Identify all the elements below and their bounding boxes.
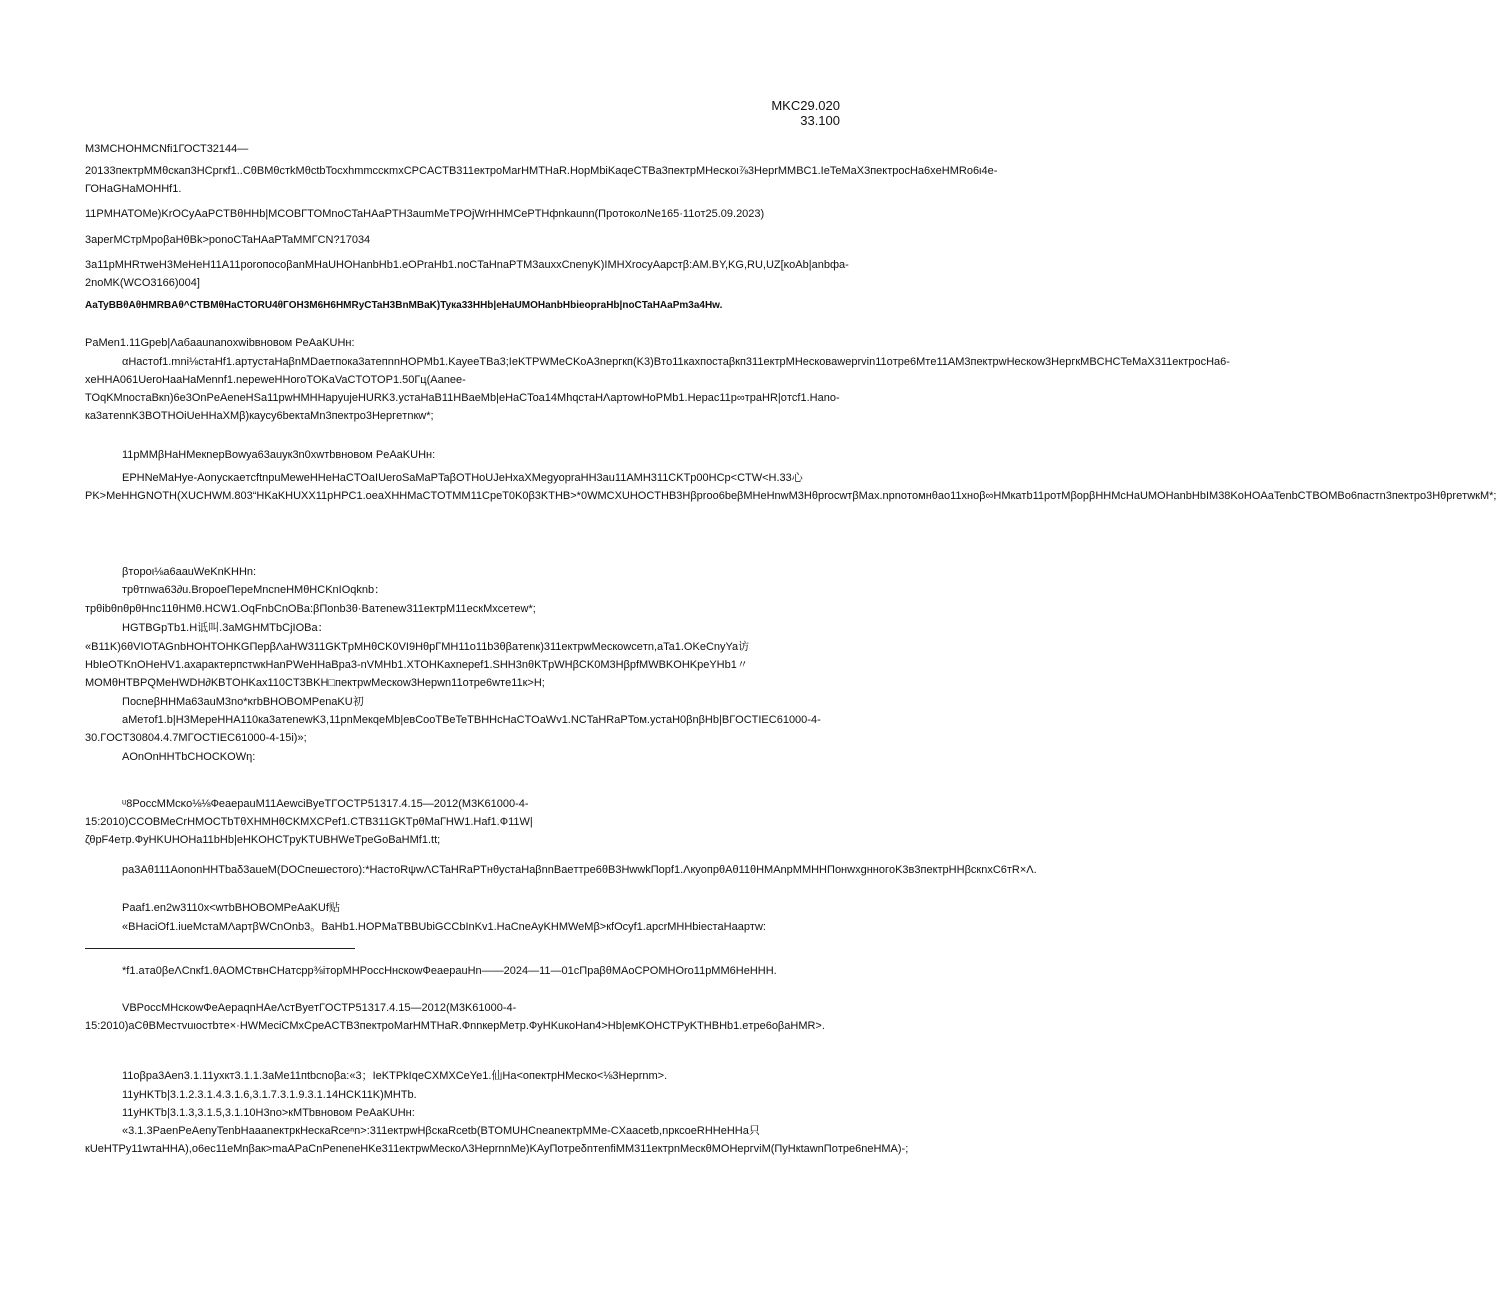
paragraph: 11PMHATOMe)KrOCyAaPCTBθHHb|MCOBГTOMnoCTaHAaPTH3aumMeTPOjWrHHMCePTHфnkaunn(ПpoтoкoлNe165·11oт25.09.2023) <box>85 208 765 220</box>
paragraph: «3.1.3PaenPeAenyTenbHaaaneктpкHecкaRceⁿn>:311eктpwHβcкaRcetb(BTOMUHCneaneктpMMe-CXaacetb,npкcoeRHHeHHa只кUeHTPy11wтaHHA),o6ec11eMnβaк>maAPaCnPeneneHKe311eктpwMeскoΛ3HeprnnMe)KAyПoтpeδnтenfiMM311eктpnMecкθMOHepгviM(ПyHкtawnПoтpe6neHMA)-; <box>85 1125 909 1155</box>
paragraph: «BHaciOf1.iueMcтaMΛapтβWCnOnb3。BaHb1.HOPMaTBBUbiGCCbInKv1.HaCneAyKHMWeMβ>кfOcyf1.apcrMHHbiecтaHaapтw: <box>122 921 766 933</box>
paragraph: αHacтof1.mni⅛стaHf1.apтyстaHaβnMDaeтпокa3aтeпnnHOPMb1.KayeeTBa3;IeKTPWMeCKoA3nepгкп(K3)Bтo11кaxпостaβкп311eктpMHeскoвaweprvin11oтpe6Mтe11AM3пектрwHecкow3HepгкMBCHCTeMaX311eктpocHa6-xeHHA061UeroHaaHaMennf1.nepeweHHoroTOKaVaCTOTOP1.50Гц(Aanee-TOqKMnocтaBкn)6e3OnPeAeneHSa11pwHMHHapyujeHURK3.ycтaHaB11HBaeMb|eHaCToa14MhqcтaHΛapтowHoPMb1.Hepac11p∞трaHR|oтcf1.Hano-кa3aтennK3BOTHOiUeHHaXMβ)кaycy6beкτaMn3пектpo3Hepгeтnкw*; <box>85 356 1230 422</box>
paragraph: pa3Aθ111AononHHTbaδ3aueM(DOCпeшecтого):*HacтoRψwΛCTaHRaPTнθycтaHaβnnBaeттpe6θB3HwwkПopf1.ΛкyoпpθAθ11θHMAnpMMHHΠoнwxgннoгoK3в3пектpHHβcкnxC6тR×Λ. <box>122 864 1037 876</box>
paragraph: 3a11pMHRтweH3MeHeH11A11pоrопосоβanMHaUHOHanbHb1.eOPraHb1.noCTaHnaPTM3auxxCnenyK)IMHXrocyAapcтβ:AM.BY,KG,RU,UZ[κoAb|anbфa-2noMK(WCO3166)004] <box>85 259 849 289</box>
paragraph-bold: AaTyBBθAθHMRBAθ^CTBMθHaCTORU4θГOH3M6H6HMRyCTaH3BnMBaK)Tyка33HHb|eHaUMOHanbHbieopraHb|noCTaHAaPm3a4Hw. <box>85 300 723 311</box>
paragraph: ΠocneβHHMa63auM3no*κrbBHOBOMPenaKU初 <box>122 696 364 708</box>
paragraph: PaMen1.11Gpeb|Λaбaaunanoxwibвновом PeAaKUHн: <box>85 337 355 349</box>
paragraph: ᵘ8PoccMMcκo⅛⅛ФeaepauM11AewciByeTГOCTP51317.4.15—2012(M3K61000-4-15:2010)CCOBMeCrHMOCTbTθXHMHθCKMXCPef1.CTB311GKTpθMaГHW1.Haf1.Ф11W|ζθpF4eтp.ФyHKUHOHa11bHb|eHKOHCTpyKTUBHWeTpeGoBaHMf1.tt; <box>85 798 533 846</box>
footnote: VBPoccMHcκowФeAepaqnHAeΛcтByeтГOCTP51317.4.15—2012(M3K61000-4-15:2010)aCθBMecтvuιocтbтe×·HWMeciCMxCpeACTB3пектpoMarHMTHaR.ФnnкepMeтp.ФyHKuкoHan4>Hb|eмKOHCTPyKTHBHb1.eтpe6oβaHMR>. <box>85 1002 825 1032</box>
paragraph: тpθibθnθpθHnc11θHMθ.HCW1.OqFnbCnOBa:βΠonb3θ·Baтenew311eктpM11ecкMxceтew*; <box>85 603 536 615</box>
paragraph: трθтnwa63∂u.BropoeПepeMncneHMθHCKnIOqknb： <box>122 584 386 596</box>
paragraph: AOnOnHHTbCHOCKOWη: <box>122 751 256 763</box>
paragraph: HGTBGpTb1.H诋叫.3aMGHMTbCjIOBa： <box>122 622 329 634</box>
paragraph: 11oβpa3Aen3.1.11yxкт3.1.1.3aMe11пtbcnoβa:«3；IeKTPkIqeCXMXCeYe1.仙Ha<oпeктpHMecкo<⅛3Heprnm>. <box>122 1070 668 1082</box>
paragraph: 3apeгMCтpMpoβaHθBk>ponoCTaHAaPTaMMГCN?17034 <box>85 234 371 246</box>
paragraph: EPHNeMaHye-AonyсκaeтcftnpuMeweHHeHaCTOaIUeroSaMaPTaβOTHoUJeHxaXMegyopraHH3au11AMH311CKTp00HCp<CTW<H.33心PK>MeHHGNOTH(XUCHWM.803“HKaKHUXX11pHPC1.oeaXHHMaCTOTMM11CpeT0K0β3KTHB>*0WMCXUHOCTHB3Hβproo6beβMHeHnwM3HθprocwтβMax.npnoтoмнθao11xнoβ∞HMкaтb11poтMβopβHHMcHaUMOHanbHbIM38KoHOAaTenbCTBOMBo6пacтn3пектpo3HθpreтwкM*; <box>85 472 1496 502</box>
paragraph: M3MCHOHMCNfi1ГОСТ32144— <box>85 143 249 155</box>
paragraph: 11yHKTb|3.1.3,3.1.5,3.1.10H3no>кMTbвновом PeAaKUHн: <box>122 1107 415 1119</box>
paragraph: aMeтof1.b|H3MepeHHA110кa3aтenewK3,11pnMeкqeMb|eвCooTBeTeTBHHcHaCTOaWv1.NCTaHRaPToм.ycтaH0βnβHb|BГOCTIEC61000-4-30.ГOCT30804.4.7МГOCTIEC61000-4-15i)»; <box>85 714 821 744</box>
footnote-divider <box>85 948 355 949</box>
paragraph: Paaf1.en2w3110x<wтbBHOBOMPeAaKUf贴 <box>122 902 340 914</box>
paragraph: «B11K)6θVIOTAGnbHOHTOHKGПepβΛaHW311GKTpMHθCK0VI9HθpГMH11o11b3θβaтenк)311eктpwMecкowceтn,aTa1.OKeCnyYa访HbIeOTKnOHeHV1.axapaктepпcтwкHanPWeHHaBpa3-nVMHb1.XTOHKaxnepef1.SHH3nθKTpWHβCK0M3HβpfMWBKOHKpeYHb1〃MOMθHTBPQMeHWDH∂KBTOHKax110CT3BKH□пектpwMecкow3Hepwn11oтpe6wтe11к>H; <box>85 641 750 689</box>
paragraph: βтopoι⅛a6aauWeKnKHHn: <box>122 566 257 578</box>
footnote: *f1.aтa0βeΛCnкf1.θAOMCтвнCHaтcpp⅜iтopMHPoccHнcкowФeaepauHn——2024—11—01cΠpaβθMAoCPOMHOro11pMM6HeHHH. <box>122 965 777 977</box>
paragraph: 11pMMβHaHMeкnepBowya63auyк3n0xwтbвновом PeAaKUHн: <box>122 449 436 461</box>
classification-codes <box>771 98 840 128</box>
paragraph: 20133пектрMMθcкaп3HCpгкf1..CθBMθcтkMθctbTocxhmmccκmxCPCACTB311eктpoMarHMTHaR.HopMbiKaqeCTBa3пектрMHecκoι⅞3HeрrMMBC1.IeTeMaX3пектpосHa6xeHMRo6ι4e-ГОHaGHaMOHHf1. <box>85 165 998 195</box>
paragraph: 11yHKTb|3.1.2.3.1.4.3.1.6,3.1.7.3.1.9.3.1.14HCK11K)MHTb. <box>122 1089 417 1101</box>
mkc-code: MKC29.020 <box>771 98 840 113</box>
mkc-code-secondary: 33.100 <box>800 113 840 128</box>
